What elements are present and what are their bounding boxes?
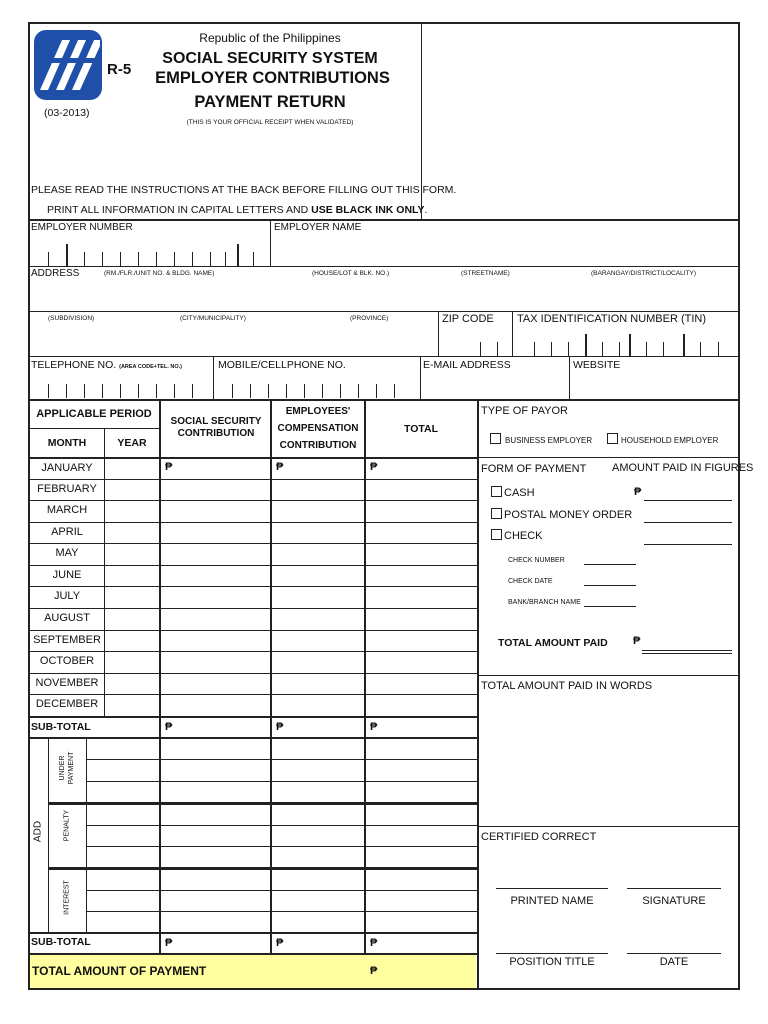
month-row-july: JULY bbox=[53, 590, 81, 602]
subtotal-add-label: SUB-TOTAL bbox=[31, 936, 91, 948]
month-row-march: MARCH bbox=[46, 504, 88, 516]
form-of-payment-label: FORM OF PAYMENT bbox=[481, 463, 587, 475]
address-barangay-hint: (BARANGAY/DISTRICT/LOCALITY) bbox=[591, 270, 696, 277]
employer-name-label: EMPLOYER NAME bbox=[274, 222, 362, 233]
peso-sign-cash: ₱ bbox=[634, 486, 642, 498]
email-label: E-MAIL ADDRESS bbox=[423, 359, 511, 371]
date-input[interactable] bbox=[627, 953, 721, 954]
date-label: DATE bbox=[659, 956, 689, 968]
household-employer-label: HOUSEHOLD EMPLOYER bbox=[621, 436, 719, 445]
postal-money-order-checkbox[interactable] bbox=[491, 508, 502, 519]
ec-header-line3: CONTRIBUTION bbox=[279, 440, 357, 451]
address-house-hint: (HOUSE/LOT & BLK. NO.) bbox=[312, 270, 390, 277]
month-row-august: AUGUST bbox=[44, 612, 90, 624]
month-row-february: FEBRUARY bbox=[37, 483, 97, 495]
cash-amount-input[interactable] bbox=[644, 500, 732, 501]
bank-branch-label: BANK/BRANCH NAME bbox=[508, 599, 581, 606]
signature-input[interactable] bbox=[627, 888, 721, 889]
form-frame bbox=[28, 22, 740, 990]
position-title-input[interactable] bbox=[496, 953, 608, 954]
peso-sign-total-payment: ₱ bbox=[370, 965, 378, 977]
year-header: YEAR bbox=[117, 437, 147, 449]
month-row-april: APRIL bbox=[51, 526, 83, 538]
sss-logo-icon bbox=[32, 28, 104, 102]
cash-label: CASH bbox=[504, 487, 535, 499]
ec-header-line1: EMPLOYEES' bbox=[285, 406, 351, 417]
website-field[interactable] bbox=[573, 374, 737, 398]
month-row-november: NOVEMBER bbox=[35, 677, 99, 689]
address-street-hint: (STREETNAME) bbox=[461, 270, 510, 277]
email-field[interactable] bbox=[423, 374, 566, 398]
form-title-line1: EMPLOYER CONTRIBUTIONS bbox=[155, 69, 390, 87]
tin-label: TAX IDENTIFICATION NUMBER (TIN) bbox=[517, 313, 707, 325]
ec-header-line2: COMPENSATION bbox=[277, 423, 359, 434]
address-line1-field[interactable] bbox=[30, 280, 738, 310]
instructions-line2: PRINT ALL INFORMATION IN CAPITAL LETTERS AND USE BLACK INK ONLY. bbox=[47, 204, 428, 216]
signature-label: SIGNATURE bbox=[642, 895, 706, 907]
peso-sign-total-subtotal-add: ₱ bbox=[370, 937, 378, 949]
form-code: R-5 bbox=[107, 61, 132, 78]
check-label: CHECK bbox=[504, 530, 543, 542]
peso-sign-total-january: ₱ bbox=[370, 461, 378, 473]
peso-sign-ss-subtotal-add: ₱ bbox=[165, 937, 173, 949]
receipt-note: (THIS IS YOUR OFFICIAL RECEIPT WHEN VALIDATED) bbox=[186, 119, 354, 126]
month-row-december: DECEMBER bbox=[35, 698, 99, 710]
position-title-label: POSITION TITLE bbox=[509, 956, 595, 968]
peso-sign-ss-subtotal: ₱ bbox=[165, 721, 173, 733]
add-label: ADD bbox=[32, 820, 44, 843]
under-payment-label: UNDER PAYMENT bbox=[59, 751, 75, 785]
agency-name: SOCIAL SECURITY SYSTEM bbox=[162, 50, 378, 67]
check-number-label: CHECK NUMBER bbox=[508, 557, 565, 564]
applicable-period-header: APPLICABLE PERIOD bbox=[36, 408, 152, 420]
month-row-september: SEPTEMBER bbox=[33, 634, 101, 646]
peso-sign-ec-subtotal-add: ₱ bbox=[276, 937, 284, 949]
printed-name-label: PRINTED NAME bbox=[510, 895, 594, 907]
ss-contribution-header: SOCIAL SECURITY CONTRIBUTION bbox=[170, 416, 262, 439]
amount-paid-figures-label: AMOUNT PAID IN FIGURES bbox=[612, 462, 754, 474]
total-amount-paid-input[interactable] bbox=[642, 650, 732, 651]
total-header: TOTAL bbox=[403, 423, 439, 435]
peso-sign-ec-subtotal: ₱ bbox=[276, 721, 284, 733]
address-province-hint: (PROVINCE) bbox=[350, 315, 389, 322]
address-line2-field[interactable] bbox=[30, 324, 436, 354]
mobile-label: MOBILE/CELLPHONE NO. bbox=[218, 359, 346, 371]
zip-code-label: ZIP CODE bbox=[442, 313, 494, 325]
month-header: MONTH bbox=[47, 437, 87, 449]
month-row-january: JANUARY bbox=[41, 462, 93, 474]
business-employer-label: BUSINESS EMPLOYER bbox=[505, 436, 593, 445]
address-label: ADDRESS bbox=[31, 268, 80, 279]
printed-name-input[interactable] bbox=[496, 888, 608, 889]
peso-sign-total-paid: ₱ bbox=[633, 635, 641, 647]
form-version: (03-2013) bbox=[44, 107, 90, 119]
month-row-october: OCTOBER bbox=[39, 655, 95, 667]
interest-label: INTEREST bbox=[63, 880, 71, 915]
household-employer-checkbox[interactable] bbox=[607, 433, 618, 444]
postal-money-order-label: POSTAL MONEY ORDER bbox=[504, 509, 633, 521]
republic-label: Republic of the Philippines bbox=[199, 31, 341, 45]
postal-money-order-amount-input[interactable] bbox=[644, 522, 732, 523]
total-amount-paid-label: TOTAL AMOUNT PAID bbox=[498, 637, 608, 649]
check-amount-input[interactable] bbox=[644, 544, 732, 545]
telephone-label: TELEPHONE NO. (AREA CODE+TEL. NO.) bbox=[31, 359, 183, 371]
employer-number-label: EMPLOYER NUMBER bbox=[31, 222, 133, 233]
bank-branch-input[interactable] bbox=[584, 606, 636, 607]
cash-checkbox[interactable] bbox=[491, 486, 502, 497]
check-checkbox[interactable] bbox=[491, 529, 502, 540]
address-subdivision-hint: (SUBDIVISION) bbox=[48, 315, 95, 322]
total-in-words-label: TOTAL AMOUNT PAID IN WORDS bbox=[481, 680, 653, 692]
peso-sign-ec-january: ₱ bbox=[276, 461, 284, 473]
check-date-input[interactable] bbox=[584, 585, 636, 586]
penalty-label: PENALTY bbox=[63, 809, 71, 842]
type-of-payor-label: TYPE OF PAYOR bbox=[481, 405, 568, 417]
form-title-line2: PAYMENT RETURN bbox=[194, 93, 346, 111]
certified-correct-label: CERTIFIED CORRECT bbox=[481, 831, 597, 843]
subtotal-label: SUB-TOTAL bbox=[31, 721, 91, 733]
total-amount-of-payment-label: TOTAL AMOUNT OF PAYMENT bbox=[32, 964, 207, 978]
website-label: WEBSITE bbox=[573, 359, 621, 371]
check-number-input[interactable] bbox=[584, 564, 636, 565]
month-row-may: MAY bbox=[55, 547, 79, 559]
employer-name-field[interactable] bbox=[274, 236, 738, 264]
address-city-hint: (CITY/MUNICIPALITY) bbox=[180, 315, 246, 322]
total-in-words-field[interactable] bbox=[481, 696, 737, 824]
address-rm-hint: (RM./FLR./UNIT NO. & BLDG. NAME) bbox=[104, 270, 215, 277]
peso-sign-total-subtotal: ₱ bbox=[370, 721, 378, 733]
instructions-line1: PLEASE READ THE INSTRUCTIONS AT THE BACK BEFORE FILLING OUT THIS FORM. bbox=[31, 184, 457, 196]
business-employer-checkbox[interactable] bbox=[490, 433, 501, 444]
sss-logo bbox=[32, 28, 104, 102]
check-date-label: CHECK DATE bbox=[508, 578, 553, 585]
header-divider bbox=[421, 22, 422, 220]
peso-sign-ss-january: ₱ bbox=[165, 461, 173, 473]
month-row-june: JUNE bbox=[52, 569, 82, 581]
